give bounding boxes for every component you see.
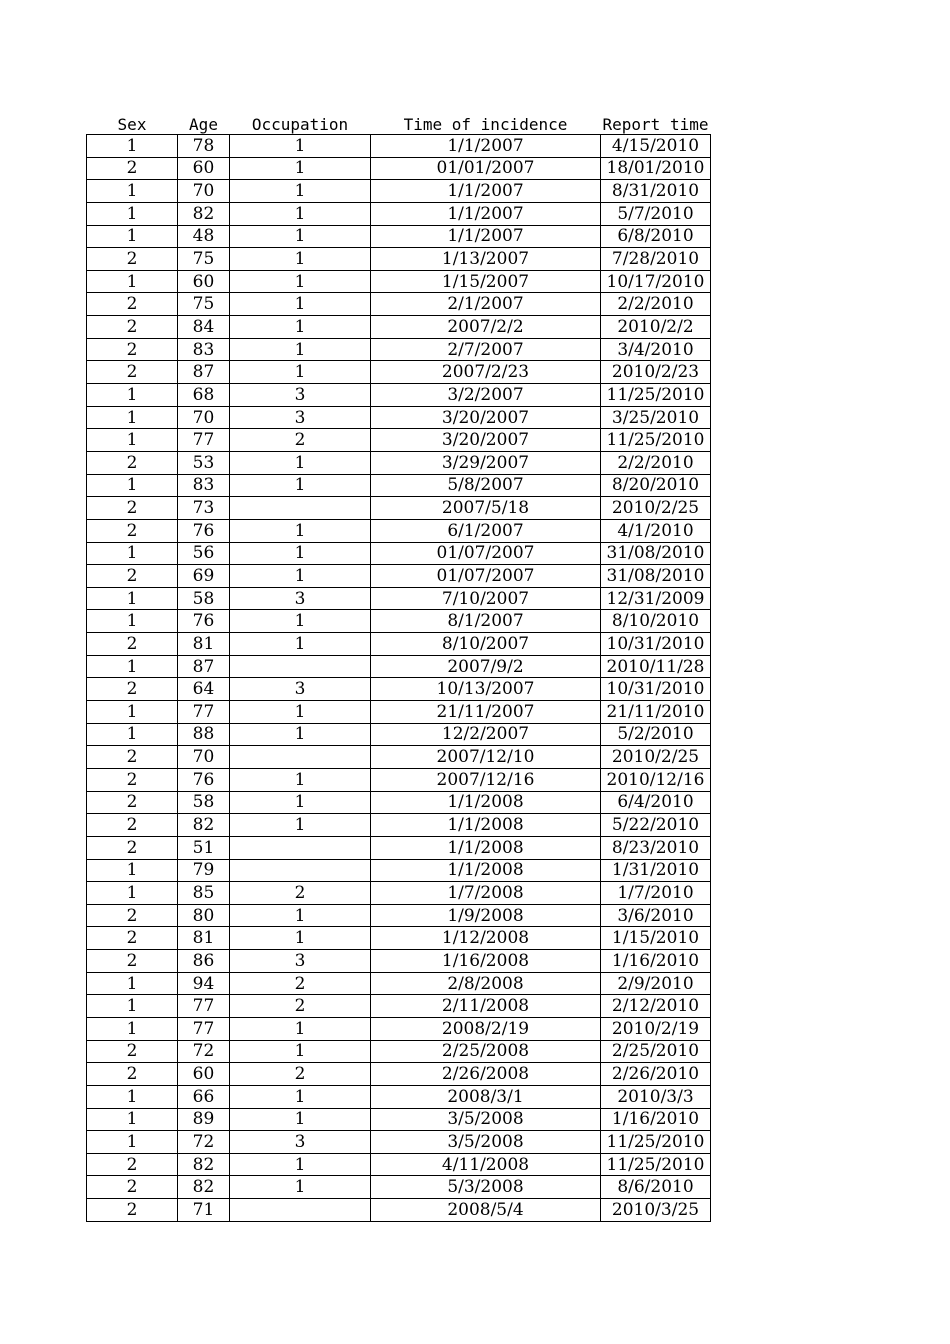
cell-time-of-incidence[interactable]: 1/13/2007 — [371, 248, 601, 271]
table-row — [87, 587, 711, 610]
table-row — [87, 927, 711, 950]
cell-occupation[interactable]: 2 — [230, 429, 371, 452]
cell-age[interactable]: 76 — [178, 610, 230, 633]
cell-age[interactable]: 77 — [178, 995, 230, 1018]
cell-occupation[interactable]: 1 — [230, 701, 371, 724]
table-row — [87, 429, 711, 452]
cell-report-time[interactable]: 2/9/2010 — [601, 972, 711, 995]
cell-report-time[interactable]: 6/8/2010 — [601, 225, 711, 248]
cell-age[interactable]: 81 — [178, 633, 230, 656]
cell-age[interactable]: 85 — [178, 882, 230, 905]
cell-occupation[interactable]: 2 — [230, 995, 371, 1018]
cell-sex[interactable]: 2 — [87, 768, 178, 791]
cell-time-of-incidence[interactable]: 1/1/2007 — [371, 180, 601, 203]
cell-report-time[interactable]: 11/25/2010 — [601, 384, 711, 407]
header-sex[interactable]: Sex — [117, 115, 147, 134]
cell-report-time[interactable]: 4/15/2010 — [601, 135, 711, 158]
table-row — [87, 1131, 711, 1154]
cell-sex[interactable]: 2 — [87, 293, 178, 316]
table-row — [87, 406, 711, 429]
cell-time-of-incidence[interactable]: 3/20/2007 — [371, 406, 601, 429]
cell-report-time[interactable]: 10/17/2010 — [601, 270, 711, 293]
cell-occupation[interactable]: 1 — [230, 633, 371, 656]
cell-occupation[interactable]: 1 — [230, 904, 371, 927]
cell-report-time[interactable]: 2/25/2010 — [601, 1040, 711, 1063]
cell-occupation[interactable]: 1 — [230, 610, 371, 633]
cell-time-of-incidence[interactable]: 3/29/2007 — [371, 451, 601, 474]
cell-report-time[interactable]: 1/7/2010 — [601, 882, 711, 905]
cell-time-of-incidence[interactable]: 2007/2/2 — [371, 316, 601, 339]
cell-report-time[interactable]: 10/31/2010 — [601, 678, 711, 701]
cell-age[interactable]: 76 — [178, 519, 230, 542]
table-row — [87, 519, 711, 542]
cell-sex[interactable]: 1 — [87, 1131, 178, 1154]
cell-occupation[interactable]: 3 — [230, 384, 371, 407]
table-row — [87, 474, 711, 497]
cell-age[interactable]: 58 — [178, 587, 230, 610]
table-row — [87, 723, 711, 746]
cell-sex[interactable]: 1 — [87, 1108, 178, 1131]
cell-occupation[interactable] — [230, 655, 371, 678]
cell-time-of-incidence[interactable]: 1/1/2008 — [371, 814, 601, 837]
table-row — [87, 791, 711, 814]
cell-occupation[interactable]: 1 — [230, 338, 371, 361]
cell-time-of-incidence[interactable]: 6/1/2007 — [371, 519, 601, 542]
cell-age[interactable]: 94 — [178, 972, 230, 995]
cell-age[interactable]: 64 — [178, 678, 230, 701]
cell-time-of-incidence[interactable]: 8/10/2007 — [371, 633, 601, 656]
cell-report-time[interactable]: 4/1/2010 — [601, 519, 711, 542]
cell-occupation[interactable]: 1 — [230, 316, 371, 339]
cell-age[interactable]: 51 — [178, 836, 230, 859]
cell-report-time[interactable]: 2010/2/23 — [601, 361, 711, 384]
cell-time-of-incidence[interactable]: 1/12/2008 — [371, 927, 601, 950]
table-row — [87, 904, 711, 927]
table-row — [87, 814, 711, 837]
table-row — [87, 361, 711, 384]
cell-occupation[interactable]: 1 — [230, 202, 371, 225]
cell-age[interactable]: 58 — [178, 791, 230, 814]
cell-time-of-incidence[interactable]: 2/11/2008 — [371, 995, 601, 1018]
cell-sex[interactable]: 2 — [87, 361, 178, 384]
cell-report-time[interactable]: 1/16/2010 — [601, 950, 711, 973]
table-row — [87, 565, 711, 588]
cell-time-of-incidence[interactable]: 5/8/2007 — [371, 474, 601, 497]
table-row — [87, 655, 711, 678]
cell-occupation[interactable]: 1 — [230, 768, 371, 791]
cell-report-time[interactable]: 2010/2/25 — [601, 746, 711, 769]
cell-age[interactable]: 60 — [178, 1063, 230, 1086]
table-row — [87, 451, 711, 474]
cell-time-of-incidence[interactable]: 2/1/2007 — [371, 293, 601, 316]
cell-report-time[interactable]: 5/7/2010 — [601, 202, 711, 225]
cell-time-of-incidence[interactable]: 21/11/2007 — [371, 701, 601, 724]
cell-age[interactable]: 82 — [178, 814, 230, 837]
table-row — [87, 248, 711, 271]
cell-age[interactable]: 84 — [178, 316, 230, 339]
cell-age[interactable]: 82 — [178, 1153, 230, 1176]
cell-report-time[interactable]: 31/08/2010 — [601, 565, 711, 588]
cell-occupation[interactable]: 1 — [230, 1017, 371, 1040]
cell-age[interactable]: 77 — [178, 429, 230, 452]
cell-age[interactable]: 86 — [178, 950, 230, 973]
cell-sex[interactable]: 2 — [87, 633, 178, 656]
cell-age[interactable]: 70 — [178, 746, 230, 769]
cell-sex[interactable]: 1 — [87, 225, 178, 248]
cell-sex[interactable]: 2 — [87, 746, 178, 769]
cell-occupation[interactable]: 1 — [230, 927, 371, 950]
cell-report-time[interactable]: 2010/3/25 — [601, 1199, 711, 1222]
cell-sex[interactable]: 2 — [87, 519, 178, 542]
cell-age[interactable]: 73 — [178, 497, 230, 520]
cell-sex[interactable]: 2 — [87, 814, 178, 837]
cell-sex[interactable]: 1 — [87, 406, 178, 429]
cell-age[interactable]: 53 — [178, 451, 230, 474]
cell-occupation[interactable]: 1 — [230, 1040, 371, 1063]
cell-time-of-incidence[interactable]: 2/7/2007 — [371, 338, 601, 361]
cell-time-of-incidence[interactable]: 2007/2/23 — [371, 361, 601, 384]
header-row — [87, 113, 711, 135]
cell-time-of-incidence[interactable]: 1/1/2007 — [371, 202, 601, 225]
cell-time-of-incidence[interactable]: 10/13/2007 — [371, 678, 601, 701]
table-row — [87, 384, 711, 407]
cell-sex[interactable]: 1 — [87, 655, 178, 678]
cell-age[interactable]: 89 — [178, 1108, 230, 1131]
table-row — [87, 950, 711, 973]
cell-occupation[interactable]: 1 — [230, 565, 371, 588]
table-row — [87, 972, 711, 995]
cell-age[interactable]: 79 — [178, 859, 230, 882]
cell-report-time[interactable]: 2/2/2010 — [601, 451, 711, 474]
cell-time-of-incidence[interactable]: 1/15/2007 — [371, 270, 601, 293]
cell-sex[interactable]: 2 — [87, 451, 178, 474]
cell-report-time[interactable]: 2010/2/19 — [601, 1017, 711, 1040]
cell-age[interactable]: 72 — [178, 1040, 230, 1063]
cell-age[interactable]: 78 — [178, 135, 230, 158]
cell-sex[interactable]: 2 — [87, 791, 178, 814]
cell-time-of-incidence[interactable]: 3/2/2007 — [371, 384, 601, 407]
cell-occupation[interactable]: 1 — [230, 1108, 371, 1131]
cell-age[interactable]: 77 — [178, 701, 230, 724]
cell-sex[interactable]: 2 — [87, 157, 178, 180]
table-body — [87, 135, 711, 1222]
cell-occupation[interactable]: 2 — [230, 1063, 371, 1086]
cell-time-of-incidence[interactable]: 1/1/2007 — [371, 135, 601, 158]
cell-report-time[interactable]: 11/25/2010 — [601, 429, 711, 452]
cell-occupation[interactable]: 1 — [230, 723, 371, 746]
cell-sex[interactable]: 2 — [87, 1199, 178, 1222]
cell-report-time[interactable]: 11/25/2010 — [601, 1153, 711, 1176]
cell-occupation[interactable]: 1 — [230, 135, 371, 158]
cell-occupation[interactable]: 2 — [230, 972, 371, 995]
cell-report-time[interactable]: 5/2/2010 — [601, 723, 711, 746]
cell-occupation[interactable]: 1 — [230, 270, 371, 293]
cell-report-time[interactable]: 3/25/2010 — [601, 406, 711, 429]
cell-age[interactable]: 75 — [178, 248, 230, 271]
cell-sex[interactable]: 1 — [87, 701, 178, 724]
cell-age[interactable]: 71 — [178, 1199, 230, 1222]
cell-report-time[interactable]: 2010/2/25 — [601, 497, 711, 520]
cell-occupation[interactable] — [230, 1199, 371, 1222]
cell-time-of-incidence[interactable]: 1/1/2008 — [371, 836, 601, 859]
table-row — [87, 338, 711, 361]
cell-time-of-incidence[interactable]: 4/11/2008 — [371, 1153, 601, 1176]
table-row — [87, 135, 711, 158]
cell-time-of-incidence[interactable]: 1/1/2008 — [371, 859, 601, 882]
cell-time-of-incidence[interactable]: 01/01/2007 — [371, 157, 601, 180]
cell-report-time[interactable]: 21/11/2010 — [601, 701, 711, 724]
cell-sex[interactable]: 1 — [87, 202, 178, 225]
cell-age[interactable]: 82 — [178, 1176, 230, 1199]
cell-report-time[interactable]: 31/08/2010 — [601, 542, 711, 565]
cell-sex[interactable]: 2 — [87, 565, 178, 588]
cell-report-time[interactable]: 3/6/2010 — [601, 904, 711, 927]
cell-report-time[interactable]: 8/31/2010 — [601, 180, 711, 203]
cell-time-of-incidence[interactable]: 7/10/2007 — [371, 587, 601, 610]
cell-age[interactable]: 69 — [178, 565, 230, 588]
cell-sex[interactable]: 2 — [87, 316, 178, 339]
cell-age[interactable]: 87 — [178, 655, 230, 678]
table-row — [87, 995, 711, 1018]
cell-time-of-incidence[interactable]: 2/26/2008 — [371, 1063, 601, 1086]
header-report-time[interactable]: Report time — [602, 115, 709, 134]
cell-time-of-incidence[interactable]: 8/1/2007 — [371, 610, 601, 633]
table-row — [87, 225, 711, 248]
cell-report-time[interactable]: 11/25/2010 — [601, 1131, 711, 1154]
table-row — [87, 610, 711, 633]
cell-age[interactable]: 83 — [178, 338, 230, 361]
cell-age[interactable]: 60 — [178, 157, 230, 180]
cell-report-time[interactable]: 1/15/2010 — [601, 927, 711, 950]
cell-occupation[interactable] — [230, 836, 371, 859]
cell-sex[interactable]: 2 — [87, 1176, 178, 1199]
cell-time-of-incidence[interactable]: 2008/2/19 — [371, 1017, 601, 1040]
cell-age[interactable]: 70 — [178, 180, 230, 203]
cell-time-of-incidence[interactable]: 12/2/2007 — [371, 723, 601, 746]
cell-occupation[interactable] — [230, 859, 371, 882]
cell-time-of-incidence[interactable]: 1/16/2008 — [371, 950, 601, 973]
cell-occupation[interactable]: 1 — [230, 542, 371, 565]
cell-sex[interactable]: 1 — [87, 429, 178, 452]
cell-occupation[interactable]: 1 — [230, 361, 371, 384]
cell-occupation[interactable]: 1 — [230, 814, 371, 837]
cell-report-time[interactable]: 8/10/2010 — [601, 610, 711, 633]
table-row — [87, 859, 711, 882]
cell-occupation[interactable]: 1 — [230, 248, 371, 271]
cell-age[interactable]: 76 — [178, 768, 230, 791]
cell-sex[interactable]: 2 — [87, 836, 178, 859]
table-row — [87, 1017, 711, 1040]
cell-sex[interactable]: 1 — [87, 610, 178, 633]
cell-age[interactable]: 66 — [178, 1085, 230, 1108]
cell-occupation[interactable]: 3 — [230, 678, 371, 701]
cell-age[interactable]: 70 — [178, 406, 230, 429]
cell-time-of-incidence[interactable]: 5/3/2008 — [371, 1176, 601, 1199]
cell-occupation[interactable]: 1 — [230, 1153, 371, 1176]
table-row — [87, 1063, 711, 1086]
cell-report-time[interactable]: 2/26/2010 — [601, 1063, 711, 1086]
cell-age[interactable]: 72 — [178, 1131, 230, 1154]
cell-sex[interactable]: 1 — [87, 180, 178, 203]
cell-time-of-incidence[interactable]: 01/07/2007 — [371, 542, 601, 565]
cell-time-of-incidence[interactable]: 2007/5/18 — [371, 497, 601, 520]
cell-report-time[interactable]: 18/01/2010 — [601, 157, 711, 180]
cell-occupation[interactable]: 1 — [230, 157, 371, 180]
cell-sex[interactable]: 1 — [87, 474, 178, 497]
cell-time-of-incidence[interactable]: 1/9/2008 — [371, 904, 601, 927]
cell-sex[interactable]: 1 — [87, 882, 178, 905]
cell-time-of-incidence[interactable]: 3/5/2008 — [371, 1108, 601, 1131]
cell-sex[interactable]: 2 — [87, 1063, 178, 1086]
table-row — [87, 678, 711, 701]
table-row — [87, 633, 711, 656]
cell-report-time[interactable]: 8/23/2010 — [601, 836, 711, 859]
cell-occupation[interactable]: 1 — [230, 293, 371, 316]
cell-age[interactable]: 81 — [178, 927, 230, 950]
cell-sex[interactable]: 2 — [87, 248, 178, 271]
cell-report-time[interactable]: 8/6/2010 — [601, 1176, 711, 1199]
cell-sex[interactable]: 2 — [87, 1153, 178, 1176]
cell-occupation[interactable]: 3 — [230, 1131, 371, 1154]
cell-report-time[interactable]: 2010/11/28 — [601, 655, 711, 678]
cell-time-of-incidence[interactable]: 1/7/2008 — [371, 882, 601, 905]
cell-sex[interactable]: 1 — [87, 384, 178, 407]
table-row — [87, 1176, 711, 1199]
cell-time-of-incidence[interactable]: 2007/12/16 — [371, 768, 601, 791]
table-row — [87, 202, 711, 225]
cell-report-time[interactable]: 2/2/2010 — [601, 293, 711, 316]
data-table — [86, 113, 711, 1222]
cell-sex[interactable]: 1 — [87, 723, 178, 746]
cell-report-time[interactable]: 5/22/2010 — [601, 814, 711, 837]
cell-occupation[interactable]: 1 — [230, 1176, 371, 1199]
cell-time-of-incidence[interactable]: 1/1/2008 — [371, 791, 601, 814]
cell-occupation[interactable]: 3 — [230, 587, 371, 610]
cell-report-time[interactable]: 8/20/2010 — [601, 474, 711, 497]
cell-time-of-incidence[interactable]: 1/1/2007 — [371, 225, 601, 248]
cell-occupation[interactable]: 3 — [230, 406, 371, 429]
cell-age[interactable]: 60 — [178, 270, 230, 293]
cell-sex[interactable]: 1 — [87, 270, 178, 293]
table-row — [87, 270, 711, 293]
table-row — [87, 1153, 711, 1176]
table-row — [87, 768, 711, 791]
cell-sex[interactable]: 1 — [87, 1085, 178, 1108]
cell-sex[interactable]: 1 — [87, 542, 178, 565]
cell-sex[interactable]: 1 — [87, 587, 178, 610]
cell-age[interactable]: 80 — [178, 904, 230, 927]
cell-report-time[interactable]: 1/16/2010 — [601, 1108, 711, 1131]
cell-age[interactable]: 88 — [178, 723, 230, 746]
cell-age[interactable]: 68 — [178, 384, 230, 407]
table-row — [87, 497, 711, 520]
table-row — [87, 1085, 711, 1108]
cell-report-time[interactable]: 2/12/2010 — [601, 995, 711, 1018]
cell-time-of-incidence[interactable]: 2008/5/4 — [371, 1199, 601, 1222]
cell-age[interactable]: 75 — [178, 293, 230, 316]
table-row — [87, 746, 711, 769]
table-row — [87, 157, 711, 180]
table-row — [87, 293, 711, 316]
cell-occupation[interactable] — [230, 497, 371, 520]
cell-time-of-incidence[interactable]: 3/5/2008 — [371, 1131, 601, 1154]
cell-sex[interactable]: 2 — [87, 338, 178, 361]
cell-sex[interactable]: 1 — [87, 995, 178, 1018]
cell-sex[interactable]: 1 — [87, 1017, 178, 1040]
table-row — [87, 1199, 711, 1222]
cell-occupation[interactable]: 1 — [230, 225, 371, 248]
cell-occupation[interactable]: 1 — [230, 180, 371, 203]
cell-time-of-incidence[interactable]: 3/20/2007 — [371, 429, 601, 452]
table-row — [87, 836, 711, 859]
header-occupation[interactable]: Occupation — [251, 115, 349, 134]
table-row — [87, 701, 711, 724]
cell-age[interactable]: 48 — [178, 225, 230, 248]
cell-time-of-incidence[interactable]: 2008/3/1 — [371, 1085, 601, 1108]
cell-time-of-incidence[interactable]: 2/8/2008 — [371, 972, 601, 995]
cell-report-time[interactable]: 2010/2/2 — [601, 316, 711, 339]
table-row — [87, 1040, 711, 1063]
header-time-of-incidence[interactable]: Time of incidence — [403, 115, 568, 134]
cell-sex[interactable]: 1 — [87, 859, 178, 882]
cell-age[interactable]: 87 — [178, 361, 230, 384]
table-row — [87, 882, 711, 905]
cell-age[interactable]: 77 — [178, 1017, 230, 1040]
cell-occupation[interactable]: 1 — [230, 1085, 371, 1108]
cell-report-time[interactable]: 12/31/2009 — [601, 587, 711, 610]
cell-sex[interactable]: 2 — [87, 497, 178, 520]
cell-age[interactable]: 82 — [178, 202, 230, 225]
cell-occupation[interactable]: 1 — [230, 519, 371, 542]
cell-time-of-incidence[interactable]: 2007/9/2 — [371, 655, 601, 678]
table-row — [87, 542, 711, 565]
cell-report-time[interactable]: 2010/3/3 — [601, 1085, 711, 1108]
cell-time-of-incidence[interactable]: 2007/12/10 — [371, 746, 601, 769]
cell-occupation[interactable]: 1 — [230, 791, 371, 814]
header-age[interactable]: Age — [189, 115, 218, 134]
cell-report-time[interactable]: 1/31/2010 — [601, 859, 711, 882]
cell-occupation[interactable] — [230, 746, 371, 769]
cell-sex[interactable]: 2 — [87, 927, 178, 950]
cell-sex[interactable]: 2 — [87, 904, 178, 927]
cell-sex[interactable]: 1 — [87, 972, 178, 995]
cell-report-time[interactable]: 7/28/2010 — [601, 248, 711, 271]
cell-occupation[interactable]: 2 — [230, 882, 371, 905]
cell-sex[interactable]: 1 — [87, 135, 178, 158]
spreadsheet — [86, 113, 711, 1222]
cell-age[interactable]: 56 — [178, 542, 230, 565]
cell-sex[interactable]: 2 — [87, 678, 178, 701]
cell-occupation[interactable]: 1 — [230, 451, 371, 474]
cell-sex[interactable]: 2 — [87, 1040, 178, 1063]
cell-sex[interactable]: 2 — [87, 950, 178, 973]
cell-occupation[interactable]: 3 — [230, 950, 371, 973]
cell-time-of-incidence[interactable]: 01/07/2007 — [371, 565, 601, 588]
table-row — [87, 316, 711, 339]
cell-occupation[interactable]: 1 — [230, 474, 371, 497]
cell-age[interactable]: 83 — [178, 474, 230, 497]
cell-time-of-incidence[interactable]: 2/25/2008 — [371, 1040, 601, 1063]
cell-report-time[interactable]: 10/31/2010 — [601, 633, 711, 656]
cell-report-time[interactable]: 3/4/2010 — [601, 338, 711, 361]
table-row — [87, 1108, 711, 1131]
cell-report-time[interactable]: 6/4/2010 — [601, 791, 711, 814]
table-row — [87, 180, 711, 203]
cell-report-time[interactable]: 2010/12/16 — [601, 768, 711, 791]
